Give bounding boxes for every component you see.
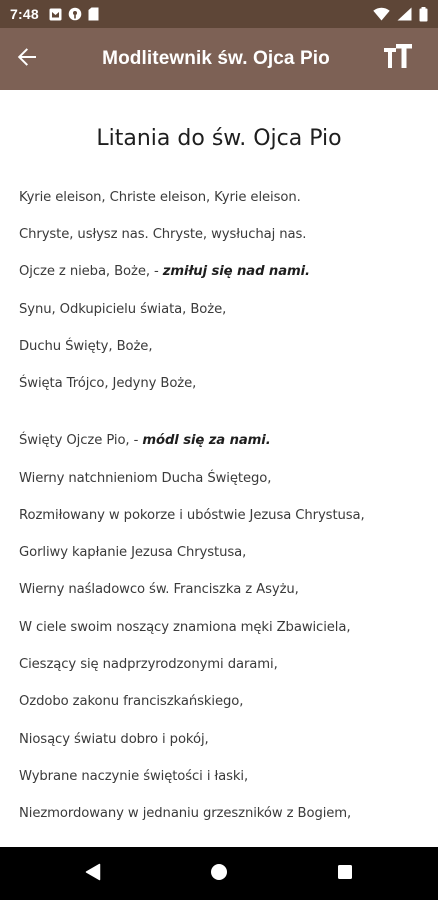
litany-line: Wierny natchnieniom Ducha Świętego, (19, 471, 272, 486)
status-bar (0, 0, 438, 28)
signal-icon (397, 7, 412, 21)
nav-recents-button[interactable] (282, 847, 408, 900)
litany-line: Rozmiłowany w pokorze i ubóstwie Jezusa Chrystusa, (19, 508, 365, 523)
litany-line: Święta Trójco, Jedyny Boże, (19, 376, 197, 391)
home-circle-icon (210, 863, 228, 885)
gmail-icon (49, 8, 62, 21)
litany-line: Święty Ojcze Pio, - módl się za nami. (19, 433, 271, 448)
app-bar (0, 28, 438, 90)
navigation-bar (0, 847, 438, 900)
litany-line: Wybrane naczynie świętości i łaski, (19, 769, 249, 784)
litany-line: Duchu Święty, Boże, (19, 339, 153, 354)
nav-home-button[interactable] (156, 847, 282, 900)
litany-line: Niezmordowany w jednaniu grzeszników z Bogiem, (19, 806, 352, 821)
litany-line: Synu, Odkupicielu świata, Boże, (19, 302, 227, 317)
litany-line: W ciele swoim noszący znamiona męki Zbawiciela, (19, 620, 351, 635)
arrow-left-icon (16, 46, 38, 72)
sim-card-icon (88, 7, 99, 21)
litany-response: módl się za nami. (142, 433, 271, 448)
app-title: Modlitewnik św. Ojca Pio (102, 48, 330, 69)
litany-line: Cieszący się nadprzyrodzonymi darami, (19, 657, 278, 672)
recents-square-icon (337, 864, 353, 884)
page-title: Litania do św. Ojca Pio (96, 126, 342, 151)
system-icons (373, 7, 428, 22)
litany-line: Niosący światu dobro i pokój, (19, 732, 209, 747)
litany-line: Wierny naśladowco św. Franciszka z Asyżu, (19, 582, 299, 597)
nav-back-button[interactable] (30, 847, 156, 900)
litany-line: Ozdobo zakonu franciszkańskiego, (19, 694, 244, 709)
font-size-button[interactable] (370, 28, 426, 90)
notification-icons (49, 7, 99, 21)
battery-icon (419, 7, 428, 22)
status-time: 7:48 (10, 6, 39, 22)
litany-line: Kyrie eleison, Christe eleison, Kyrie eleison. (19, 190, 301, 205)
text-size-icon (383, 44, 413, 74)
litany-line: Ojcze z nieba, Boże, - zmiłuj się nad nami. (19, 264, 310, 279)
litany-response: zmiłuj się nad nami. (162, 264, 310, 279)
litany-content[interactable] (0, 90, 438, 847)
back-triangle-icon (85, 863, 101, 885)
litany-line: Gorliwy kapłanie Jezusa Chrystusa, (19, 545, 247, 560)
litany-line: Chryste, usłysz nas. Chryste, wysłuchaj nas. (19, 227, 307, 242)
wifi-icon (373, 7, 390, 21)
podcast-icon (68, 7, 82, 21)
